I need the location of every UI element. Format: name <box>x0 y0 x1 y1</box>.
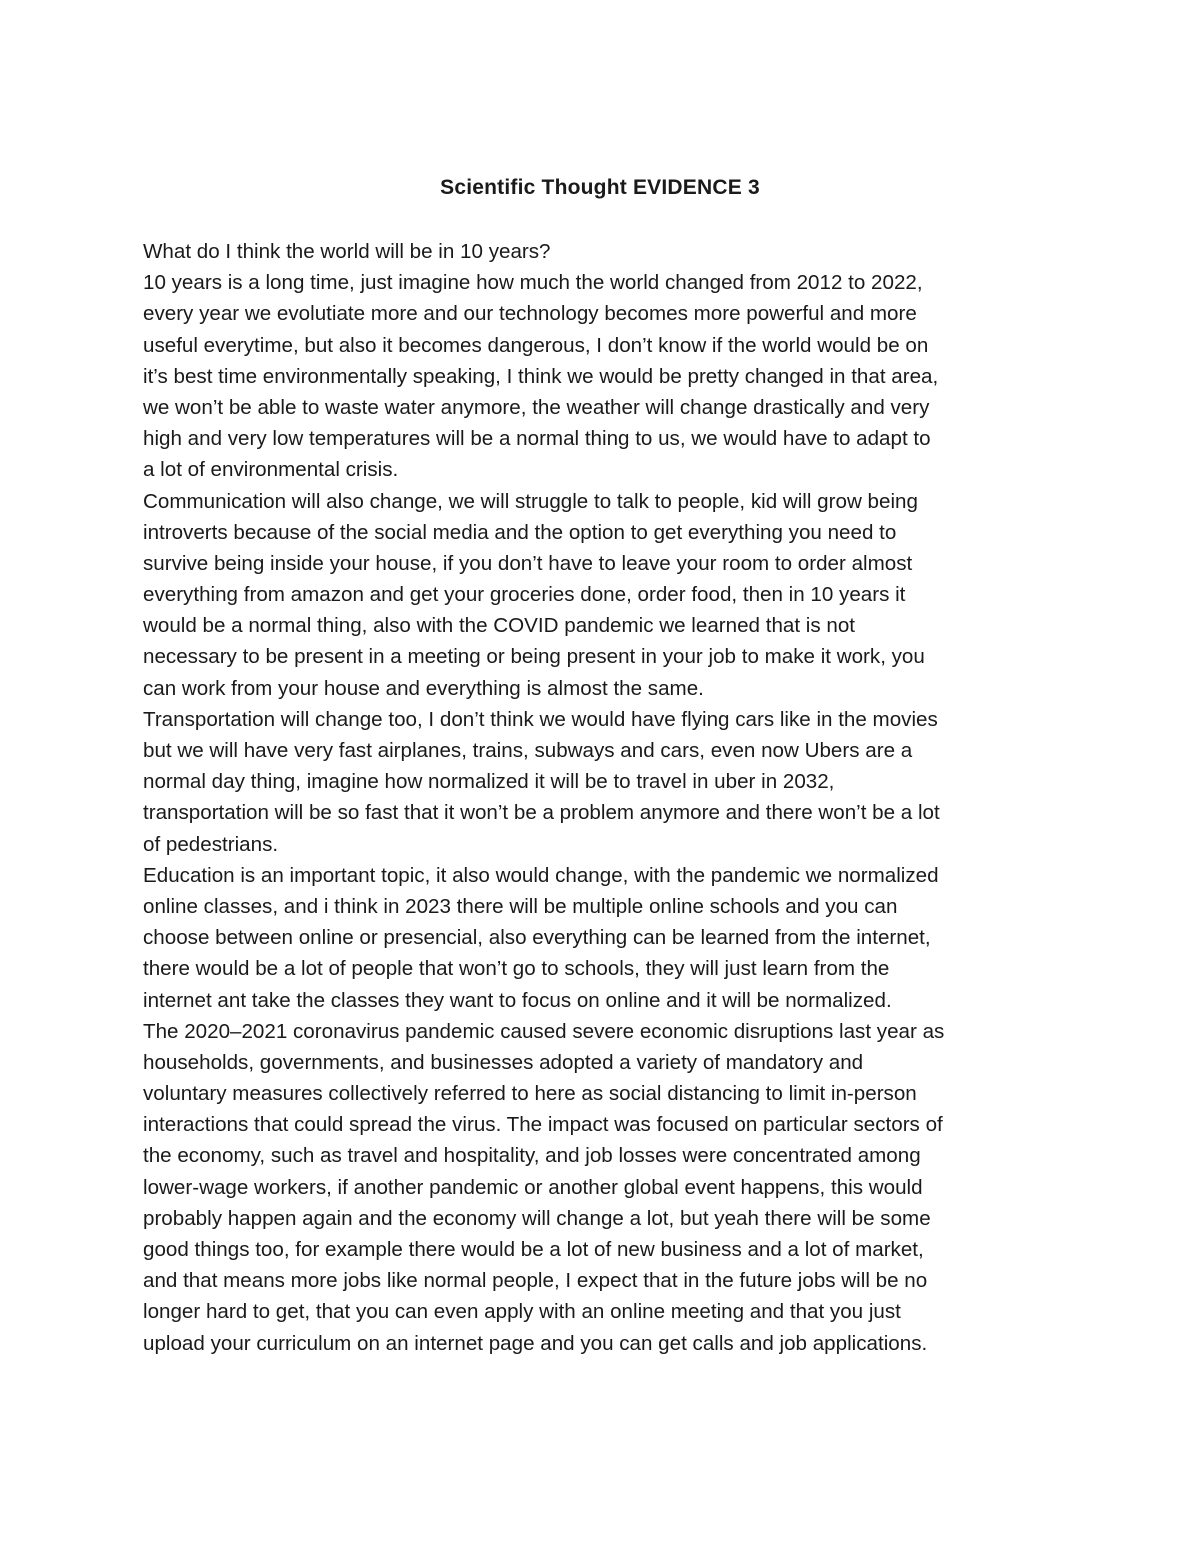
body-line: Transportation will change too, I don’t think we would have flying cars like in the movies <box>143 707 938 731</box>
body-line: upload your curriculum on an internet page and you can get calls and job applications. <box>143 1331 928 1355</box>
body-line: Communication will also change, we will struggle to talk to people, kid will grow being <box>143 489 918 513</box>
body-line: of pedestrians. <box>143 832 279 856</box>
body-line: transportation will be so fast that it won’t be a problem anymore and there won’t be a lot <box>143 801 940 825</box>
body-line: a lot of environmental crisis. <box>143 458 399 482</box>
body-line: introverts because of the social media and the option to get everything you need to <box>143 520 897 544</box>
body-line: 10 years is a long time, just imagine how much the world changed from 2012 to 2022, <box>143 271 923 295</box>
document-body <box>143 236 1063 1359</box>
body-line: internet ant take the classes they want to focus on online and it will be normalized. <box>143 988 892 1012</box>
body-line: probably happen again and the economy will change a lot, but yeah there will be some <box>143 1206 931 1230</box>
body-line: households, governments, and businesses adopted a variety of mandatory and <box>143 1050 864 1074</box>
body-line: but we will have very fast airplanes, trains, subways and cars, even now Ubers are a <box>143 739 913 762</box>
body-line: lower-wage workers, if another pandemic or another global event happens, this would <box>143 1175 923 1199</box>
body-line: everything from amazon and get your groceries done, order food, then in 10 years it <box>143 583 906 607</box>
body-line: survive being inside your house, if you don’t have to leave your room to order almost <box>143 551 913 575</box>
body-line: useful everytime, but also it becomes dangerous, I don’t know if the world would be on <box>143 333 929 357</box>
body-line: voluntary measures collectively referred to here as social distancing to limit in-person <box>143 1082 917 1106</box>
body-line: can work from your house and everything is almost the same. <box>143 676 704 700</box>
body-line: online classes, and i think in 2023 there will be multiple online schools and you can <box>143 894 898 918</box>
body-line: and that means more jobs like normal people, I expect that in the future jobs will be no <box>143 1269 928 1293</box>
body-line: normal day thing, imagine how normalized it will be to travel in uber in 2032, <box>143 770 835 794</box>
body-line: longer hard to get, that you can even apply with an online meeting and that you just <box>143 1300 901 1324</box>
body-line: What do I think the world will be in 10 years? <box>143 240 551 263</box>
body-line: good things too, for example there would be a lot of new business and a lot of market, <box>143 1238 924 1261</box>
body-line: high and very low temperatures will be a normal thing to us, we would have to adapt to <box>143 427 931 451</box>
body-line: necessary to be present in a meeting or being present in your job to make it work, you <box>143 645 925 669</box>
body-line: the economy, such as travel and hospitality, and job losses were concentrated among <box>143 1144 921 1168</box>
body-line: interactions that could spread the virus. The impact was focused on particular sectors of <box>143 1113 943 1137</box>
body-line: we won’t be able to waste water anymore, the weather will change drastically and very <box>143 395 930 419</box>
body-line: it’s best time environmentally speaking, I think we would be pretty changed in that area, <box>143 364 939 388</box>
body-line: there would be a lot of people that won’t go to schools, they will just learn from the <box>143 957 890 981</box>
document-title: Scientific Thought EVIDENCE 3 <box>440 176 760 199</box>
body-line: choose between online or presencial, also everything can be learned from the internet, <box>143 926 931 950</box>
body-line: The 2020–2021 coronavirus pandemic caused severe economic disruptions last year as <box>143 1019 945 1043</box>
body-line: Education is an important topic, it also would change, with the pandemic we normalized <box>143 863 939 887</box>
body-line: would be a normal thing, also with the COVID pandemic we learned that is not <box>143 614 856 638</box>
body-line: every year we evolutiate more and our technology becomes more powerful and more <box>143 302 917 326</box>
